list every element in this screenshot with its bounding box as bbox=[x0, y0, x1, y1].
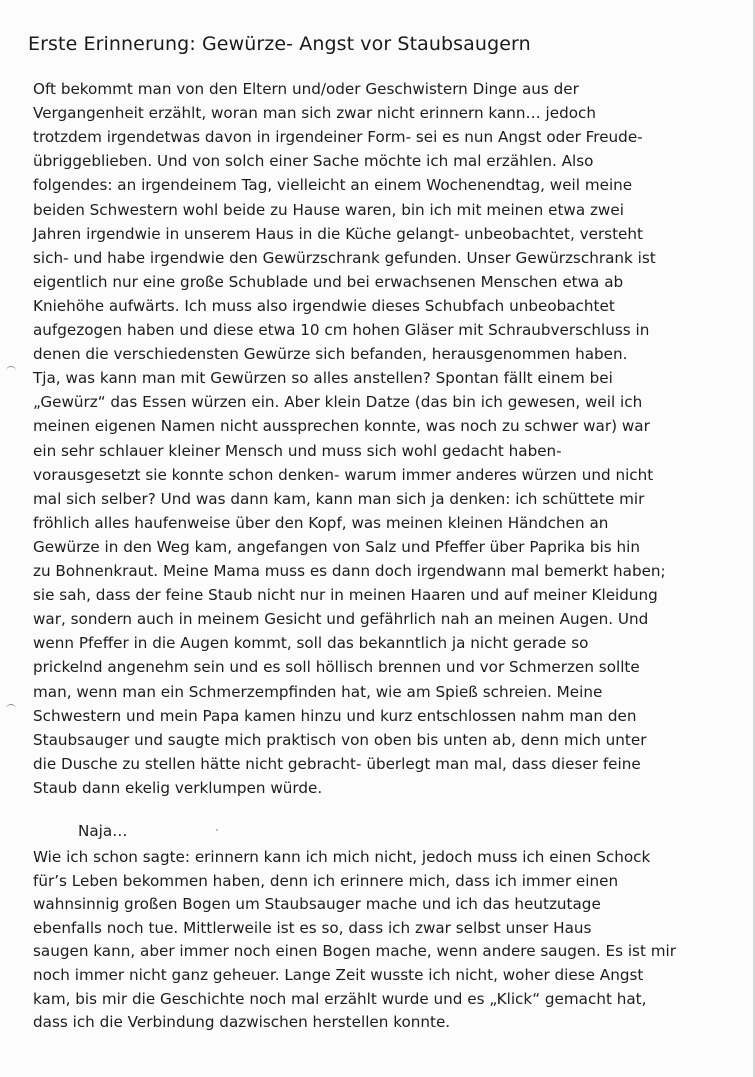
paragraph-1-line: wenn Pfeffer in die Augen kommt, soll das bekanntlich ja nicht gerade so bbox=[33, 634, 589, 653]
paragraph-2-line: kam, bis mir die Geschichte noch mal erzählt wurde und es „Klick“ gemacht hat, bbox=[33, 989, 647, 1008]
paragraph-1-line: fröhlich alles haufenweise über den Kopf, was meinen kleinen Händchen an bbox=[33, 513, 609, 532]
paragraph-1-line: vorausgesetzt sie konnte schon denken- warum immer anderes würzen und nicht bbox=[33, 465, 654, 484]
paragraph-1-line: man, wenn man ein Schmerzempfinden hat, wie am Spieß schreien. Meine bbox=[33, 682, 603, 701]
paragraph-1-line: Oft bekommt man von den Eltern und/oder Geschwistern Dinge aus der bbox=[33, 80, 579, 98]
document-title: Erste Erinnerung: Gewürze- Angst vor Staubsaugern bbox=[28, 33, 531, 55]
margin-mark-top bbox=[6, 366, 16, 375]
paragraph-1-line: zu Bohnenkraut. Meine Mama muss es dann doch irgendwann mal bemerkt haben; bbox=[33, 562, 666, 580]
paragraph-1-line: beiden Schwestern wohl beide zu Hause waren, bin ich mit meinen etwa zwei bbox=[33, 200, 624, 219]
paragraph-1-line: denen die verschiedensten Gewürze sich befanden, herausgenommen haben. bbox=[33, 345, 628, 364]
paragraph-1-line: Schwestern und mein Papa kamen hinzu und kurz entschlossen nahm man den bbox=[33, 706, 637, 725]
paragraph-1-line: sich- und habe irgendwie den Gewürzschrank gefunden. Unser Gewürzschrank ist bbox=[33, 248, 656, 267]
paragraph-1-line: sie sah, dass der feine Staub nicht nur in meinen Haaren und auf meiner Kleidung bbox=[33, 586, 658, 605]
paragraph-1-line: Tja, was kann man mit Gewürzen so alles anstellen? Spontan fällt einem bei bbox=[33, 369, 613, 388]
paragraph-1-line: prickelnd angenehm sein und es soll höllisch brennen und vor Schmerzen sollte bbox=[33, 658, 640, 677]
paragraph-1-line: meinen eigenen Namen nicht aussprechen konnte, was noch zu schwer war) war bbox=[33, 417, 650, 436]
paragraph-1-line: Jahren irgendwie in unserem Haus in die Küche gelangt- unbeobachtet, versteht bbox=[33, 224, 643, 243]
paragraph-2-line: ebenfalls noch tue. Mittlerweile ist es so, dass ich zwar selbst unser Haus bbox=[33, 918, 592, 937]
interjection-line: Naja… bbox=[78, 822, 128, 840]
paragraph-1-line: „Gewürz“ das Essen würzen ein. Aber klein Datze (das bin ich gewesen, weil ich bbox=[33, 393, 643, 412]
paragraph-2-line: für’s Leben bekommen haben, denn ich erinnere mich, dass ich immer einen bbox=[33, 871, 619, 890]
paragraph-1-line: Staubsauger und saugte mich praktisch von oben bis unten ab, denn mich unter bbox=[33, 730, 647, 749]
paragraph-1-line: trotzdem irgendetwas davon in irgendeiner Form- sei es nun Angst oder Freude- bbox=[33, 128, 643, 147]
paragraph-1-line: Gewürze in den Weg kam, angefangen von Salz und Pfeffer über Paprika bis hin bbox=[33, 537, 640, 556]
paragraph-1-line: Staub dann ekelig verklumpen würde. bbox=[33, 778, 323, 797]
paragraph-1-line: Vergangenheit erzählt, woran man sich zwar nicht erinnern kann… jedoch bbox=[33, 104, 596, 123]
paper-speck bbox=[216, 829, 218, 831]
margin-mark-bottom bbox=[6, 704, 16, 713]
paragraph-1-line: Kniehöhe aufwärts. Ich muss also irgendwie dieses Schubfach unbeobachtet bbox=[33, 296, 615, 315]
paragraph-1-line: die Dusche zu stellen hätte nicht gebracht- überlegt man mal, dass dieser feine bbox=[33, 754, 641, 773]
paragraph-2-line: noch immer nicht ganz geheuer. Lange Zeit wusste ich nicht, woher diese Angst bbox=[33, 966, 644, 984]
paragraph-2-line: dass ich die Verbindung dazwischen herstellen konnte. bbox=[33, 1013, 451, 1032]
paragraph-1-line: aufgezogen haben und diese etwa 10 cm hohen Gläser mit Schraubverschluss in bbox=[33, 321, 650, 339]
paragraph-1-line: ein sehr schlauer kleiner Mensch und muss sich wohl gedacht haben- bbox=[33, 441, 562, 460]
paragraph-1-line: war, sondern auch in meinem Gesicht und gefährlich nah an meinen Augen. Und bbox=[33, 610, 649, 629]
paragraph-1-line: übriggeblieben. Und von solch einer Sache möchte ich mal erzählen. Also bbox=[33, 152, 594, 171]
paragraph-1-line: mal sich selber? Und was dann kam, kann man sich ja denken: ich schüttete mir bbox=[33, 489, 645, 508]
paragraph-2-line: saugen kann, aber immer noch einen Bogen mache, wenn andere saugen. Es ist mir bbox=[33, 942, 677, 961]
paragraph-1-line: folgendes: an irgendeinem Tag, vielleicht an einem Wochenendtag, weil meine bbox=[33, 176, 633, 195]
paragraph-2-line: Wie ich schon sagte: erinnern kann ich mich nicht, jedoch muss ich einen Schock bbox=[33, 848, 651, 866]
paragraph-2-line: wahnsinnig großen Bogen um Staubsauger mache und ich das heutzutage bbox=[33, 895, 601, 914]
paragraph-1-line: eigentlich nur eine große Schublade und bei erwachsenen Menschen etwa ab bbox=[33, 272, 624, 291]
